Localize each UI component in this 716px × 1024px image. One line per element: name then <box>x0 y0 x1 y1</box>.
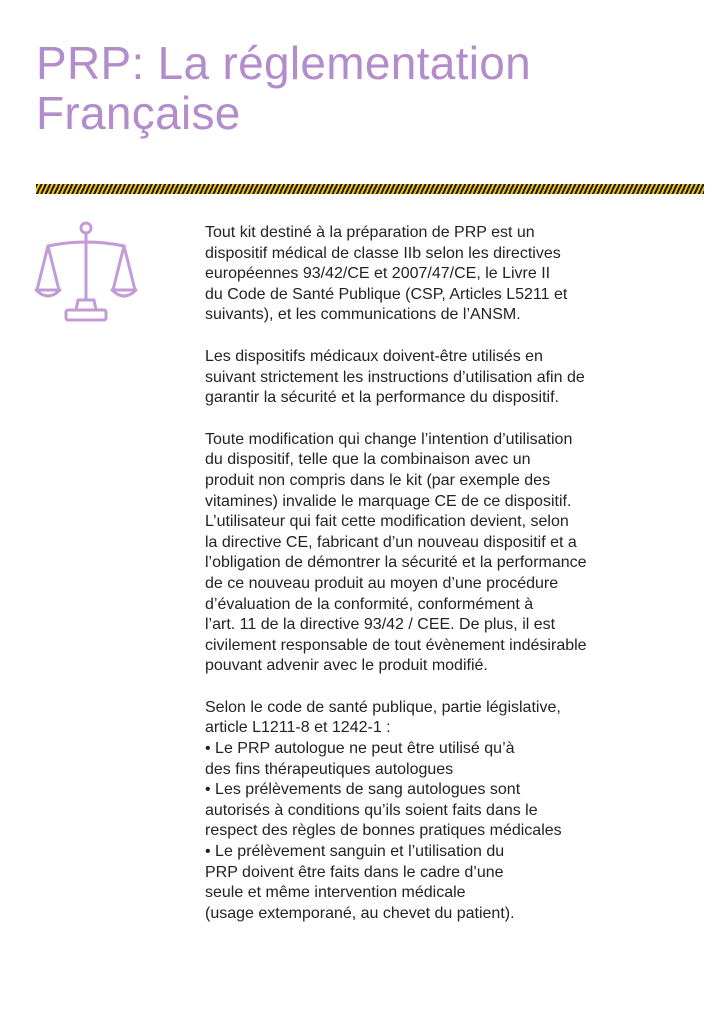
text-line: vitamines) invalide le marquage CE de ce dispositif. <box>205 492 572 510</box>
text-line: article L1211-8 et 1242-1 : <box>205 719 391 737</box>
text-line: du dispositif, telle que la combinaison avec un <box>205 451 531 469</box>
text-line: autorisés à conditions qu’ils soient faits dans le <box>205 801 538 819</box>
text-line: Tout kit destiné à la préparation de PRP est un <box>205 224 535 241</box>
bullet-line: • Les prélèvements de sang autologues sont <box>205 781 521 799</box>
paragraph-public-health-code <box>205 698 675 925</box>
text-line: des fins thérapeutiques autologues <box>205 760 454 778</box>
text-line: Les dispositifs médicaux doivent-être utilisés en <box>205 347 543 365</box>
text-line: L’utilisateur qui fait cette modification devient, selon <box>205 513 569 531</box>
text-line: dispositif médical de classe IIb selon les directives <box>205 244 561 262</box>
text-line: (usage extemporané, au chevet du patient). <box>205 904 515 922</box>
page-title-line: PRP: La réglementation <box>36 37 531 89</box>
text-line: européennes 93/42/CE et 2007/47/CE, le Livre II <box>205 265 551 283</box>
text-line: pouvant advenir avec le produit modifié. <box>205 657 488 675</box>
bullet-line: • Le prélèvement sanguin et l’utilisation du <box>205 843 505 861</box>
text-line: PRP doivent être faits dans le cadre d’une <box>205 863 504 881</box>
section-divider <box>36 184 704 194</box>
text-line: du Code de Santé Publique (CSP, Articles L5211 et <box>205 285 568 303</box>
paragraph-modification <box>205 430 675 677</box>
text-line: l’obligation de démontrer la sécurité et la performance <box>205 554 587 572</box>
text-line: produit non compris dans le kit (par exemple des <box>205 471 551 489</box>
balance-scale-icon <box>34 220 138 328</box>
text-line: respect des règles de bonnes pratiques médicales <box>205 822 562 840</box>
text-line: seule et même intervention médicale <box>205 884 466 902</box>
text-line: Toute modification qui change l’intention d’utilisation <box>205 430 573 448</box>
paragraph-usage <box>205 347 675 409</box>
text-line: l’art. 11 de la directive 93/42 / CEE. De plus, il est <box>205 616 556 634</box>
text-line: garantir la sécurité et la performance du dispositif. <box>205 389 559 407</box>
text-line: Selon le code de santé publique, partie législative, <box>205 698 561 716</box>
page-title <box>36 38 676 138</box>
text-line: la directive CE, fabricant d’un nouveau dispositif et a <box>205 533 577 551</box>
text-line: suivant strictement les instructions d’utilisation afin de <box>205 368 585 386</box>
paragraph-classification <box>205 223 675 326</box>
text-line: d’évaluation de la conformité, conformément à <box>205 595 534 613</box>
text-line: suivants), et les communications de l’ANSM. <box>205 306 521 324</box>
text-line: de ce nouveau produit au moyen d’une procédure <box>205 574 559 592</box>
page-title-line: Française <box>36 87 241 139</box>
regulation-text <box>205 223 675 945</box>
bullet-line: • Le PRP autologue ne peut être utilisé qu’à <box>205 740 515 758</box>
text-line: civilement responsable de tout évènement indésirable <box>205 636 587 654</box>
